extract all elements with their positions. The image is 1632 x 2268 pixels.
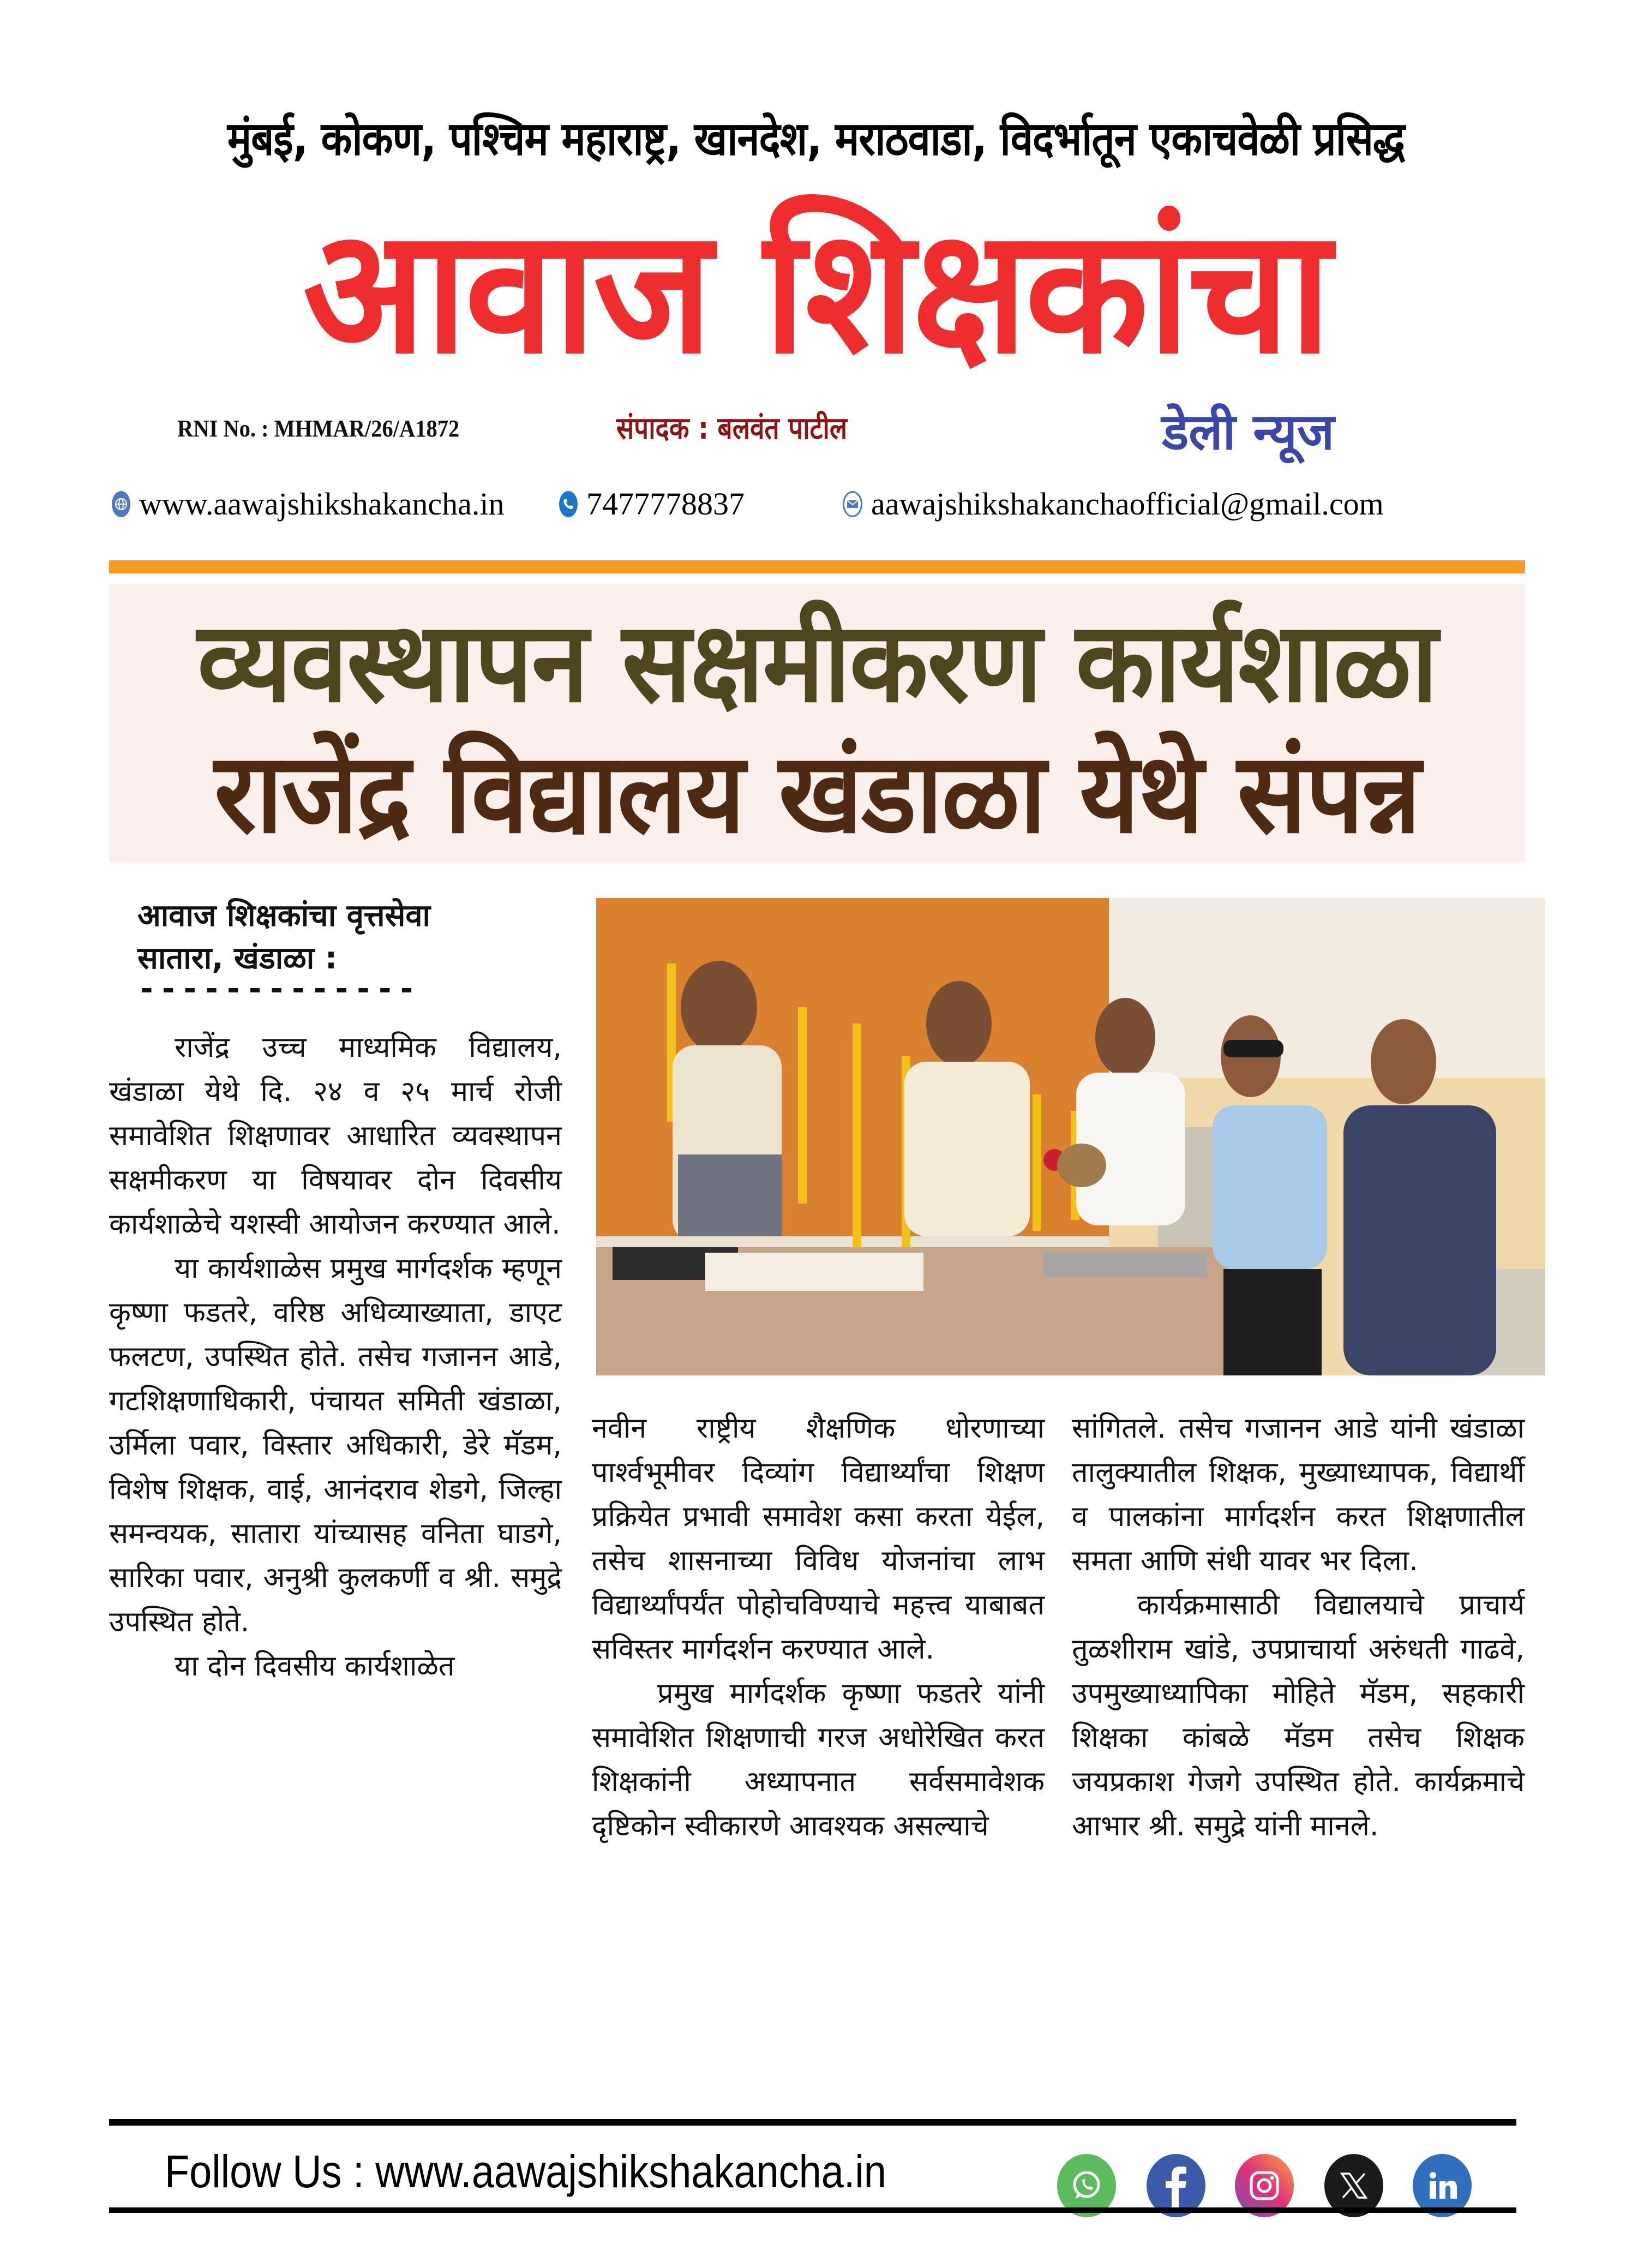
paragraph: राजेंद्र उच्च माध्यमिक विद्यालय, खंडाळा येथे दि. २४ व २५ मार्च रोजी समावेशित शिक्षणावर आधारित व्यवस्थापन सक्षमीकरण या विषयावर दोन दिवसीय कार्यशाळेचे यशस्वी आयोजन करण्यात आले.: [109, 1031, 562, 1241]
contact-website[interactable]: [112, 486, 504, 522]
daily-news-label: डेली न्यूज: [1162, 403, 1335, 461]
paragraph: या दोन दिवसीय कार्यशाळेत: [175, 1650, 455, 1683]
masthead-tagline: मुंबई, कोकण, पश्चिम महाराष्ट्र, खानदेश, मराठवाडा, विदर्भातून एकाचवेळी प्रसिद्ध: [227, 112, 1405, 166]
paragraph: या कार्यशाळेस प्रमुख मार्गदर्शक म्हणून कृष्णा फडतरे, वरिष्ठ अधिव्याख्याता, डाएट फलटण, उपस्थित होते. तसेच गजानन आडे, गटशिक्षणाधिकारी, पंचायत समिती खंडाळा, उर्मिला पवार, विस्तार अधिकारी, डेरे मॅडम, विशेष शिक्षक, वाई, आनंदराव शेडगे, जिल्हा समन्वयक, सातारा यांच्यासह वनिता घाडगे, सारिका पवार, अनुश्री कुलकर्णी व श्री. समुद्रे उपस्थित होते.: [109, 1252, 562, 1638]
contact-email[interactable]: [843, 486, 1384, 522]
accent-divider: [109, 560, 1525, 573]
byline: [137, 895, 430, 980]
paragraph: नवीन राष्ट्रीय शैक्षणिक धोरणाच्या पार्श्वभूमीवर दिव्यांग विद्यार्थ्यांचा शिक्षण प्रक्रियेत प्रभावी समावेश कसा करता येईल, तसेच शासनाच्या विविध योजनांचा लाभ विद्यार्थ्यांपर्यंत पोहोचविण्याचे महत्त्व याबाबत सविस्तर मार्गदर्शन करण्यात आले.: [592, 1412, 1045, 1666]
headline-line-2: राजेंद्र विद्यालय खंडाळा येथे संपन्न: [214, 729, 1420, 858]
email-address[interactable]: aawajshikshakanchaofficial@gmail.com: [871, 486, 1384, 522]
footer-rule-bottom: [109, 2207, 1516, 2213]
paragraph: प्रमुख मार्गदर्शक कृष्णा फडतरे यांनी समावेशित शिक्षणाची गरज अधोरेखित करत शिक्षकांनी अध्यापनात सर्वसमावेशक दृष्टिकोन स्वीकारणे आवश्यक असल्याचे: [592, 1677, 1045, 1842]
mail-icon: [843, 491, 862, 517]
headline-line-1: व्यवस्थापन सक्षमीकरण कार्यशाळा: [197, 598, 1437, 727]
contact-row: [112, 486, 1530, 529]
paragraph: सांगितले. तसेच गजानन आडे यांनी खंडाळा तालुक्यातील शिक्षक, मुख्याध्यापक, विद्यार्थी व पालकांना मार्गदर्शन करत शिक्षणातील समता आणि संधी यावर भर दिला.: [1072, 1412, 1525, 1577]
byline-source: आवाज शिक्षकांचा वृत्तसेवा: [137, 898, 431, 933]
byline-separator: -------------: [137, 971, 419, 1007]
article-photo: [596, 898, 1545, 1375]
newspaper-title: आवाज शिक्षकांचा: [303, 192, 1329, 392]
phone-number[interactable]: 7477778837: [586, 486, 745, 522]
phone-icon: [559, 491, 578, 517]
globe-icon: [112, 491, 130, 517]
follow-us-text[interactable]: Follow Us : www.aawajshikshakancha.in: [165, 2146, 886, 2197]
event-photo-illustration: [596, 898, 1545, 1375]
website-link[interactable]: www.aawajshikshakancha.in: [139, 486, 505, 522]
editor-credit: संपादक : बलवंत पाटील: [616, 411, 848, 446]
footer-rule-top: [109, 2119, 1516, 2126]
byline-place: सातारा, खंडाळा :: [137, 941, 338, 976]
article-column-1: [109, 1026, 562, 1689]
paragraph: कार्यक्रमासाठी विद्यालयाचे प्राचार्य तुळशीराम खांडे, उपप्राचार्या अरुंधती गाढवे, उपमुख्याध्यापिका मोहिते मॅडम, सहकारी शिक्षका कांबळे मॅडम तसेच शिक्षक जयप्रकाश गेजगे उपस्थित होते. कार्यक्रमाचे आभार श्री. समुद्रे यांनी मानले.: [1072, 1589, 1525, 1842]
contact-phone[interactable]: [559, 486, 745, 522]
rni-number: RNI No. : MHMAR/26/A1872: [177, 415, 460, 442]
article-column-3: [1072, 1407, 1525, 1848]
article-column-2: [592, 1407, 1045, 1848]
